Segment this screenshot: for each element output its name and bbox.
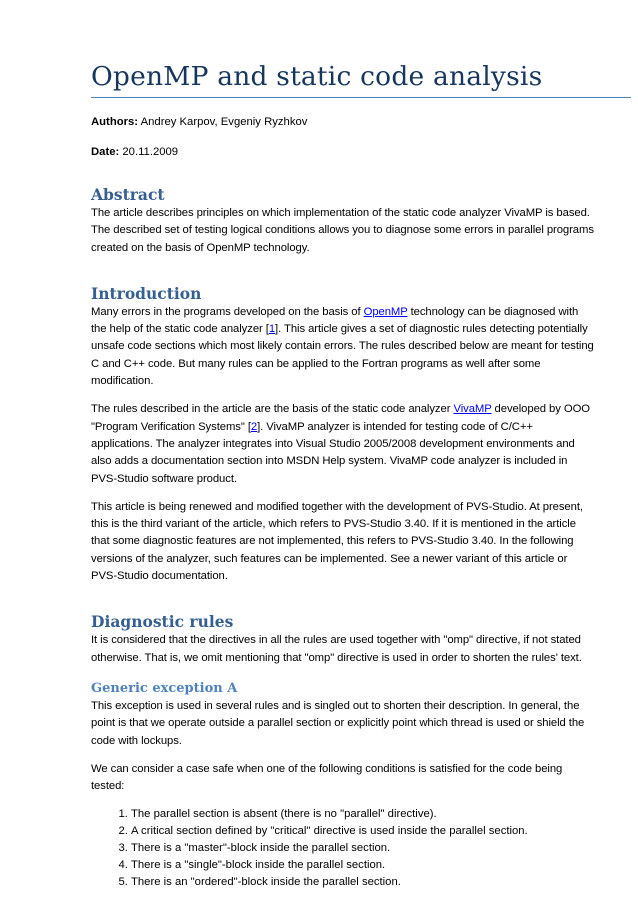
document-title: OpenMP and static code analysis (91, 61, 543, 92)
intro-paragraph-2 (91, 401, 594, 487)
reference-1-link[interactable]: 1 (268, 323, 276, 336)
generic-exception-paragraph-2: We can consider a case safe when one of the following conditions is satisfied for the code being tested: (91, 762, 563, 793)
date-line (91, 144, 594, 160)
vivamp-link[interactable]: VivaMP (453, 403, 492, 416)
intro-p2-text-c: ]. VivaMP analyzer is intended for testing code of C/C++ applications. The analyzer integrates into Visual Studio 2005/2008 development environments and also adds a documentation section into MSDN Help system. VivaMP code analyzer is included in PVS-Studio software product. (91, 420, 575, 485)
intro-p2-text-b: developed by OOO "Program Verification Systems" [ (91, 403, 590, 433)
generic-exception-paragraph-1: This exception is used in several rules and is singled out to shorten their description. In general, the point is that we operate outside a parallel section or explicitly point which thread is used or shield the code with lockups. (91, 699, 585, 747)
authors-label: Authors: (91, 116, 139, 128)
introduction-heading: Introduction (91, 283, 202, 303)
openmp-link[interactable]: OpenMP (363, 305, 408, 318)
abstract-text: The article describes principles on which implementation of the static code analyzer VivaMP is based. The described set of testing logical conditions allows you to diagnose some errors in parallel programs created on the basis of OpenMP technology. (91, 207, 594, 254)
list-item: 2. A critical section defined by "critical" directive is used inside the parallel section. (131, 823, 594, 840)
intro-p1-text-c: ]. This article gives a set of diagnostic rules detecting potentially unsafe code sections which most likely contain errors. The rules described below are meant for testing C and C++ code. But many rules can be applied to the Fortran programs as well after some modification. (91, 323, 594, 388)
intro-paragraph-1 (91, 304, 594, 390)
abstract-heading: Abstract (91, 185, 165, 204)
reference-2-link[interactable]: 2 (250, 420, 258, 433)
intro-p1-text-a: Many errors in the programs developed on the basis of (91, 305, 364, 318)
list-item: 1. The parallel section is absent (there is no "parallel" directive). (131, 806, 594, 823)
authors-value: Andrey Karpov, Evgeniy Ryzhkov (138, 116, 308, 128)
safe-conditions-list (91, 806, 594, 891)
intro-p2-text-a: The rules described in the article are the basis of the static code analyzer (91, 403, 454, 416)
date-label: Date: (91, 146, 120, 158)
authors-line (91, 114, 594, 130)
intro-paragraph-3: This article is being renewed and modified together with the development of PVS-Studio. At present, this is the third variant of the article, which refers to PVS-Studio 3.40. If it is mentioned in the article that some diagnostic features are not implemented, this refers to PVS-Studio 3.40. In the following versions of the analyzer, such features can be implemented. See a newer variant of this article or PVS-Studio documentation. (91, 500, 583, 583)
list-item: 5. There is an "ordered"-block inside the parallel section. (131, 874, 594, 891)
date-value: 20.11.2009 (119, 146, 179, 158)
intro-p1-text-b: technology can be diagnosed with the help of the static code analyzer [ (91, 305, 579, 336)
diagnostic-rules-text: It is considered that the directives in all the rules are used together with "omp" directive, if not stated otherwise. That is, we omit mentioning that "omp" directive is used in order to shorten the rules' text. (91, 634, 582, 664)
list-item: 3. There is a "master"-block inside the parallel section. (131, 840, 594, 857)
title-underline (91, 97, 631, 98)
list-item: 4. There is a "single"-block inside the parallel section. (131, 857, 594, 874)
diagnostic-rules-heading: Diagnostic rules (91, 612, 234, 632)
generic-exception-heading: Generic exception A (91, 680, 238, 696)
